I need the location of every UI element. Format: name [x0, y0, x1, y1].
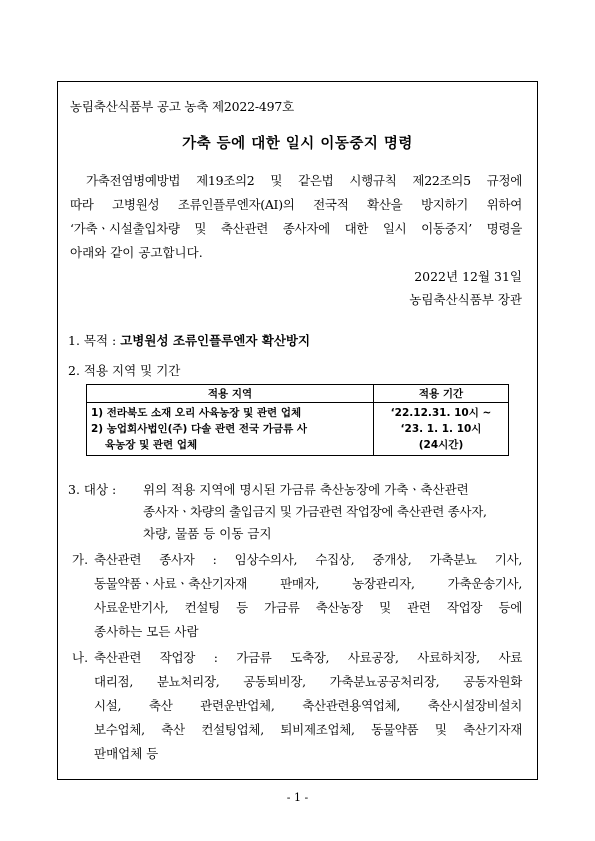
target-line: 차량, 물품 등 이동 금지 — [143, 526, 272, 541]
section-target-label: 3. 대상 : — [68, 482, 117, 497]
item-na-line: 보수업체, 축산 컨설팅업체, 퇴비제조업체, 동물약품 및 축산기자재 — [94, 722, 522, 737]
item-ga-line: 종사하는 모든 사람 — [94, 624, 199, 639]
table-cell-region — [87, 403, 374, 456]
table-header-region: 적용 지역 — [87, 385, 374, 403]
period-line: ‘22.12.31. 10시 ~ — [390, 407, 492, 419]
scope-table — [86, 384, 509, 456]
notice-number: 농림축산식품부 공고 농축 제2022-497호 — [70, 99, 294, 114]
section-purpose-label: 1. 목적 : — [68, 333, 117, 348]
table-cell-period — [374, 403, 509, 456]
item-na-line: 대리점, 분뇨처리장, 공동퇴비장, 가축분뇨공공처리장, 공동자원화 — [94, 674, 522, 689]
table-header-period: 적용 기간 — [374, 385, 509, 403]
item-na-line: 축산관련 작업장 : 가금류 도축장, 사료공장, 사료하치장, 사료 — [94, 650, 522, 665]
section-purpose — [68, 331, 310, 349]
item-na-label: 나. — [72, 650, 89, 665]
period-line: (24시간) — [418, 439, 464, 451]
item-ga-line: 사료운반기사, 컨설팅 등 가금류 축산농장 및 관련 작업장 등에 — [94, 600, 522, 615]
item-na-line: 판매업체 등 — [94, 746, 159, 761]
target-line: 종사자ㆍ차량의 출입금지 및 가금관련 작업장에 축산관련 종사자, — [143, 504, 487, 519]
region-line: 1) 전라북도 소재 오리 사육농장 및 관련 업체 — [91, 407, 302, 419]
issue-date: 2022년 12월 31일 — [414, 269, 522, 284]
page-number: - 1 - — [286, 791, 309, 804]
section-scope-heading: 2. 적용 지역 및 기간 — [68, 363, 181, 378]
item-ga-label: 가. — [72, 552, 89, 567]
period-line: ‘23. 1. 1. 10시 — [400, 423, 482, 435]
target-line: 위의 적용 지역에 명시된 가금류 축산농장에 가축ㆍ축산관련 — [143, 482, 469, 497]
document-title: 가축 등에 대한 일시 이동중지 명령 — [182, 136, 413, 152]
region-line: 육농장 및 관련 업체 — [105, 439, 198, 451]
region-line: 2) 농업회사법인(주) 다솔 관련 전국 가금류 사 — [91, 423, 308, 435]
section-purpose-value: 고병원성 조류인플루엔자 확산방지 — [120, 333, 311, 348]
intro-line: 가축전염병예방법 제19조의2 및 같은법 시행규칙 제22조의5 규정에 — [86, 173, 522, 188]
item-ga-line: 축산관련 종사자 : 임상수의사, 수집상, 중개상, 가축분뇨 기사, — [94, 552, 522, 567]
intro-line: 따라 고병원성 조류인플루엔자(AI)의 전국적 확산을 방지하기 위하여 — [70, 197, 522, 212]
intro-line: ‘가축ㆍ시설출입차량 및 축산관련 종사자에 대한 일시 이동중지’ 명령을 — [70, 221, 522, 236]
intro-line: 아래와 같이 공고합니다. — [70, 245, 203, 260]
item-ga-line: 동물약품ㆍ사료ㆍ축산기자재 판매자, 농장관리자, 가축운송기사, — [94, 576, 522, 591]
issuer-name: 농림축산식품부 장관 — [409, 292, 522, 307]
item-na-line: 시설, 축산 관련운반업체, 축산관련용역업체, 축산시설장비설치 — [94, 698, 522, 713]
